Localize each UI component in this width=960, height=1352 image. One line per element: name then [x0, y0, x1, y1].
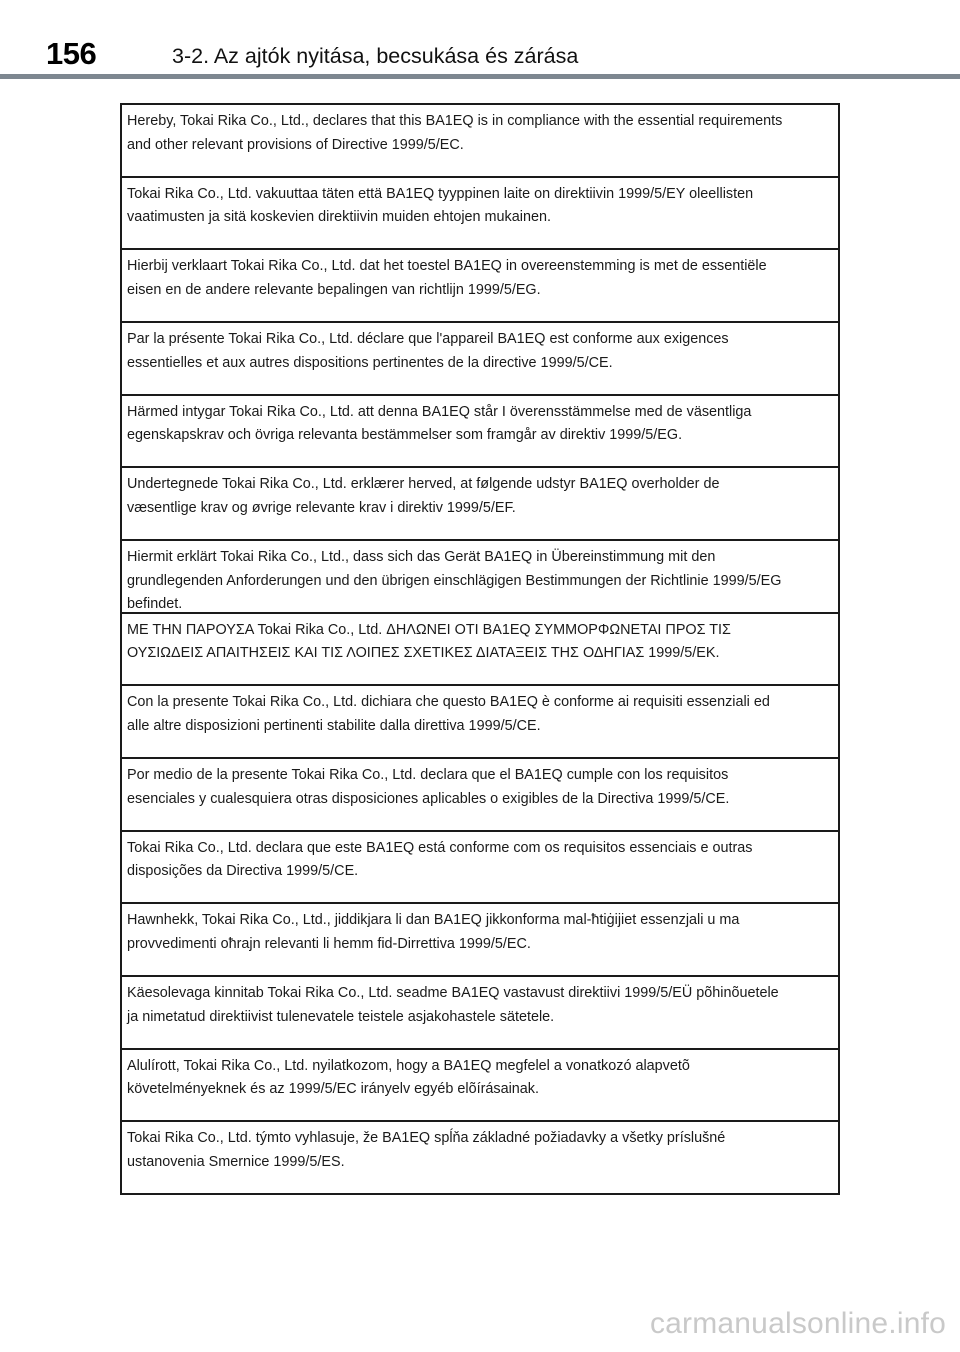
declaration-french: Par la présente Tokai Rika Co., Ltd. déclare que l'appareil BA1EQ est conforme aux exigences essentielles et aux autres dispositions pertinentes de la directive 1999/5/CE.	[122, 323, 838, 396]
declaration-italian: Con la presente Tokai Rika Co., Ltd. dichiara che questo BA1EQ è conforme ai requisiti essenziali ed alle altre disposizioni pertinenti stabilite dalla direttiva 1999/5/CE.	[122, 686, 838, 759]
declaration-spanish: Por medio de la presente Tokai Rika Co., Ltd. declara que el BA1EQ cumple con los requisitos esenciales y cualesquiera otras disposiciones aplicables o exigibles de la Directiva 1999/5/CE.	[122, 759, 838, 832]
declaration-finnish: Tokai Rika Co., Ltd. vakuuttaa täten että BA1EQ tyyppinen laite on direktiivin 1999/5/EY oleellisten vaatimusten ja sitä koskevien direktiivin muiden ehtojen mukainen.	[122, 178, 838, 251]
declaration-estonian: Käesolevaga kinnitab Tokai Rika Co., Ltd. seadme BA1EQ vastavust direktiivi 1999/5/EÜ põhinõuetele ja nimetatud direktiivist tulenevatele teistele asjakohastele sätetele.	[122, 977, 838, 1050]
watermark: carmanualsonline.info	[649, 1307, 946, 1340]
section-title: 3-2. Az ajtók nyitása, becsukása és zárása	[172, 44, 579, 68]
declaration-english: Hereby, Tokai Rika Co., Ltd., declares that this BA1EQ is in compliance with the essential requirements and other relevant provisions of Directive 1999/5/EC.	[122, 105, 838, 178]
header-rule	[0, 74, 960, 79]
declaration-portuguese: Tokai Rika Co., Ltd. declara que este BA1EQ está conforme com os requisitos essenciais e outras disposições da Directiva 1999/5/CE.	[122, 832, 838, 905]
declaration-german: Hiermit erklärt Tokai Rika Co., Ltd., dass sich das Gerät BA1EQ in Übereinstimmung mit den grundlegenden Anforderungen und den übrigen einschlägigen Bestimmungen der Richtlinie 1999/5/EG befindet.	[122, 541, 838, 614]
declaration-swedish: Härmed intygar Tokai Rika Co., Ltd. att denna BA1EQ står I överensstämmelse med de väsentliga egenskapskrav och övriga relevanta bestämmelser som framgår av direktiv 1999/5/EG.	[122, 396, 838, 469]
declaration-slovak: Tokai Rika Co., Ltd. týmto vyhlasuje, že BA1EQ spĺňa základné požiadavky a všetky príslušné ustanovenia Smernice 1999/5/ES.	[127, 1130, 726, 1170]
page-number: 156	[46, 36, 97, 71]
declaration-maltese: Hawnhekk, Tokai Rika Co., Ltd., jiddikjara li dan BA1EQ jikkonforma mal-ħtiġijiet essenzjali u ma provvedimenti oħrajn relevanti li hemm fid-Dirrettiva 1999/5/EC.	[122, 904, 838, 977]
declarations-table	[120, 103, 840, 1195]
page-header	[0, 0, 960, 80]
declaration-danish: Undertegnede Tokai Rika Co., Ltd. erklærer herved, at følgende udstyr BA1EQ overholder de væsentlige krav og øvrige relevante krav i direktiv 1999/5/EF.	[122, 468, 838, 541]
declaration-dutch: Hierbij verklaart Tokai Rika Co., Ltd. dat het toestel BA1EQ in overeenstemming is met de essentiële eisen en de andere relevante bepalingen van richtlijn 1999/5/EG.	[122, 250, 838, 323]
declaration-greek: ΜΕ ΤΗΝ ΠΑΡΟΥΣΑ Tokai Rika Co., Ltd. ΔΗΛΩΝΕΙ ΟΤΙ BA1EQ ΣΥΜΜΟΡΦΩΝΕΤΑΙ ΠΡΟΣ ΤΙΣ ΟΥΣΙΩΔΕΙΣ ΑΠΑΙΤΗΣΕΙΣ ΚΑΙ ΤΙΣ ΛΟΙΠΕΣ ΣΧΕΤΙΚΕΣ ΔΙΑΤΑΞΕΙΣ ΤΗΣ ΟΔΗΓΙΑΣ 1999/5/ΕΚ.	[122, 614, 838, 687]
declaration-hungarian: Alulírott, Tokai Rika Co., Ltd. nyilatkozom, hogy a BA1EQ megfelel a vonatkozó alapvetõ követelményeknek és az 1999/5/EC irányelv egyéb elõírásainak.	[122, 1050, 838, 1123]
